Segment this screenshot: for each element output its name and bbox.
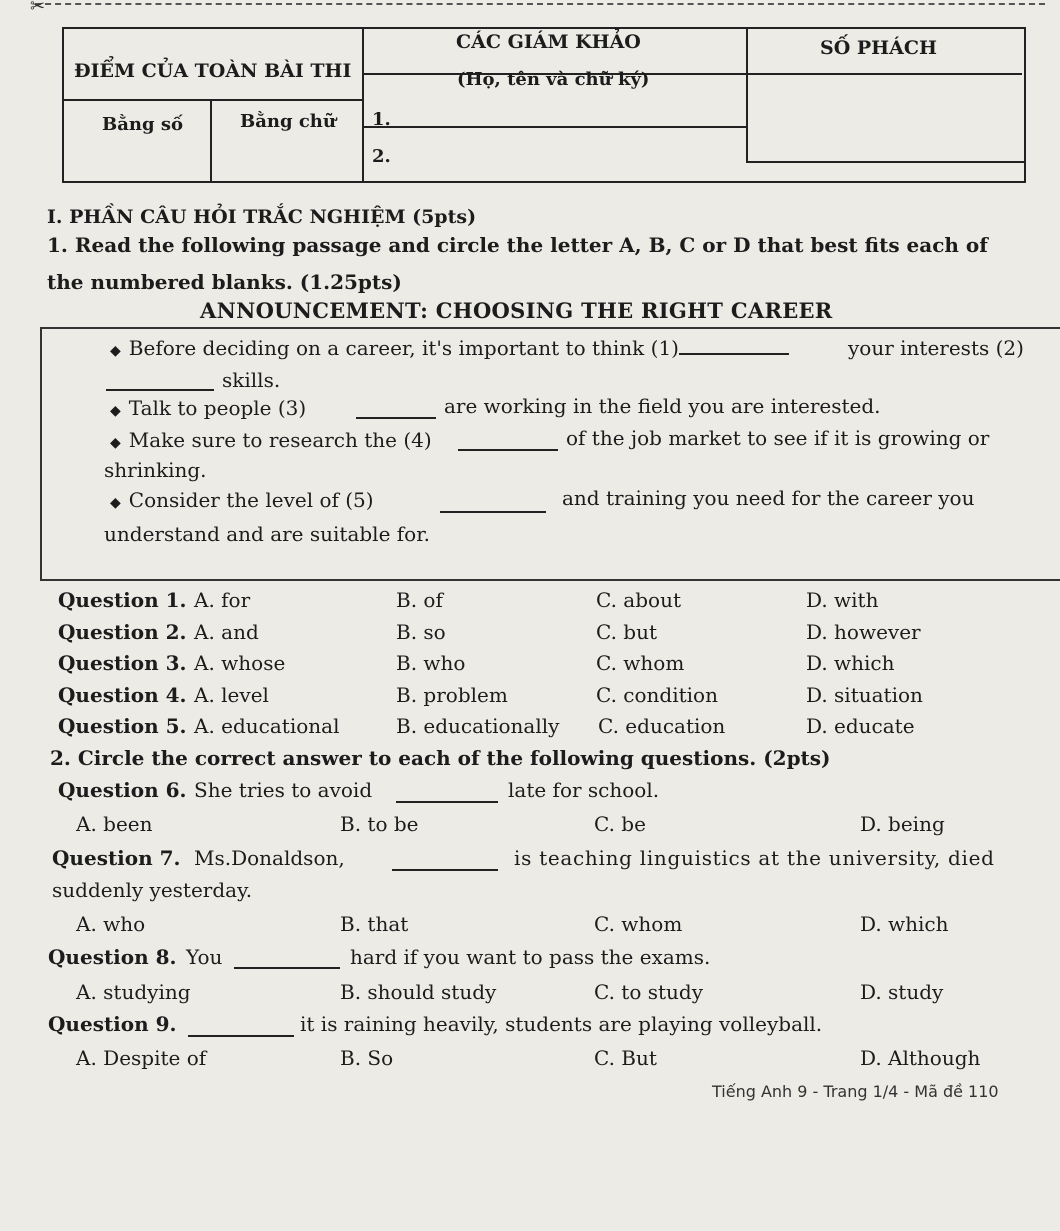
blank-1[interactable] xyxy=(679,352,789,355)
option-d[interactable]: D. situation xyxy=(806,683,923,707)
section-title: I. PHẦN CÂU HỎI TRẮC NGHIỆM (5pts) xyxy=(47,206,477,228)
option-a[interactable]: A. level xyxy=(194,683,269,707)
question-label: Question 6. xyxy=(58,778,187,802)
option-b[interactable]: B. to be xyxy=(340,812,419,836)
q7-stem-start: Ms.Donaldson, xyxy=(194,846,345,870)
q8-stem-end: hard if you want to pass the exams. xyxy=(350,945,711,969)
option-b[interactable]: B. So xyxy=(340,1046,394,1070)
option-c[interactable]: C. education xyxy=(598,714,726,738)
option-b[interactable]: B. who xyxy=(396,651,466,675)
code-label: SỐ PHÁCH xyxy=(820,37,937,59)
blank-5[interactable] xyxy=(440,510,546,513)
option-c[interactable]: C. about xyxy=(596,588,681,612)
option-a[interactable]: A. who xyxy=(76,912,146,936)
table-divider xyxy=(362,29,364,181)
option-c[interactable]: C. whom xyxy=(594,912,683,936)
blank-7[interactable] xyxy=(392,868,498,871)
option-c[interactable]: C. whom xyxy=(596,651,685,675)
q7-stem-end: is teaching linguistics at the university, died xyxy=(514,846,995,870)
scissors-icon: ✂ xyxy=(30,0,46,17)
option-a[interactable]: A. educational xyxy=(194,714,340,738)
b3-cont: shrinking. xyxy=(104,458,207,482)
part2-title: 2. Circle the correct answer to each of the following questions. (2pts) xyxy=(50,746,831,770)
option-d[interactable]: D. however xyxy=(806,620,921,644)
examiners-sublabel: (Họ, tên và chữ ký) xyxy=(457,69,650,90)
q6-stem-start: She tries to avoid xyxy=(194,778,373,802)
examiner-1-label: 1. xyxy=(372,109,391,130)
blank-9[interactable] xyxy=(188,1034,294,1037)
option-d[interactable]: D. educate xyxy=(806,714,915,738)
option-d[interactable]: D. which xyxy=(860,912,949,936)
examiners-label: CÁC GIÁM KHẢO xyxy=(456,31,641,53)
option-c[interactable]: C. condition xyxy=(596,683,718,707)
option-c[interactable]: C. be xyxy=(594,812,646,836)
option-a[interactable]: A. whose xyxy=(194,651,286,675)
b1-start: Before deciding on a career, it's important to think (1) xyxy=(128,336,679,360)
diamond-bullet-icon: ◆ xyxy=(110,343,121,359)
option-b[interactable]: B. educationally xyxy=(396,714,560,738)
q9-stem-end: it is raining heavily, students are playing volleyball. xyxy=(300,1012,823,1036)
table-divider xyxy=(746,29,748,161)
b2-start: Talk to people (3) xyxy=(128,396,307,420)
part1-instruction-cont: the numbered blanks. (1.25pts) xyxy=(47,270,402,294)
q6-stem-end: late for school. xyxy=(508,778,660,802)
b4-end: and training you need for the career you xyxy=(562,486,975,510)
blank-4[interactable] xyxy=(458,448,558,451)
part1-instruction: 1. Read the following passage and circle the letter A, B, C or D that best fits each of xyxy=(47,233,988,257)
total-score-label: ĐIỂM CỦA TOÀN BÀI THI xyxy=(74,60,352,82)
question-label: Question 3. xyxy=(58,651,187,675)
option-b[interactable]: B. that xyxy=(340,912,409,936)
b1-cont: skills. xyxy=(222,368,281,392)
b4-start: Consider the level of (5) xyxy=(128,488,374,512)
question-label: Question 7. xyxy=(52,846,181,870)
question-label: Question 4. xyxy=(58,683,187,707)
question-label: Question 9. xyxy=(48,1012,177,1036)
question-label: Question 5. xyxy=(58,714,187,738)
cut-line xyxy=(35,3,1045,5)
option-a[interactable]: A. studying xyxy=(76,980,191,1004)
passage-line-1 xyxy=(110,336,789,360)
question-label: Question 2. xyxy=(58,620,187,644)
option-b[interactable]: B. of xyxy=(396,588,443,612)
passage-line-3 xyxy=(110,428,432,452)
examiner-2-label: 2. xyxy=(372,146,391,167)
b3-start: Make sure to research the (4) xyxy=(128,428,432,452)
b4-cont: understand and are suitable for. xyxy=(104,522,430,546)
page-footer: Tiếng Anh 9 - Trang 1/4 - Mã đề 110 xyxy=(712,1082,999,1101)
blank-2[interactable] xyxy=(106,388,214,391)
score-table xyxy=(62,27,1026,183)
option-c[interactable]: C. But xyxy=(594,1046,657,1070)
passage-line-4 xyxy=(110,488,374,512)
blank-6[interactable] xyxy=(396,800,498,803)
table-divider xyxy=(362,126,746,128)
option-a[interactable]: A. been xyxy=(76,812,153,836)
option-c[interactable]: C. to study xyxy=(594,980,704,1004)
table-divider xyxy=(746,161,1024,163)
option-d[interactable]: D. Although xyxy=(860,1046,981,1070)
option-d[interactable]: D. being xyxy=(860,812,945,836)
option-c[interactable]: C. but xyxy=(596,620,658,644)
q7-stem-cont: suddenly yesterday. xyxy=(52,878,253,902)
table-divider xyxy=(64,99,362,101)
passage-title: ANNOUNCEMENT: CHOOSING THE RIGHT CAREER xyxy=(200,298,833,323)
blank-8[interactable] xyxy=(234,966,340,969)
blank-3[interactable] xyxy=(356,416,436,419)
option-b[interactable]: B. so xyxy=(396,620,446,644)
diamond-bullet-icon: ◆ xyxy=(110,403,121,419)
option-d[interactable]: D. which xyxy=(806,651,895,675)
option-a[interactable]: A. Despite of xyxy=(76,1046,207,1070)
table-divider xyxy=(210,99,212,181)
question-label: Question 8. xyxy=(48,945,177,969)
diamond-bullet-icon: ◆ xyxy=(110,435,121,451)
option-d[interactable]: D. study xyxy=(860,980,944,1004)
b3-end: of the job market to see if it is growing or xyxy=(566,426,990,450)
option-b[interactable]: B. should study xyxy=(340,980,497,1004)
b1-end: your interests (2) xyxy=(848,336,1024,360)
option-d[interactable]: D. with xyxy=(806,588,879,612)
b2-end: are working in the field you are interested. xyxy=(444,394,881,418)
in-numbers-label: Bằng số xyxy=(102,114,183,135)
diamond-bullet-icon: ◆ xyxy=(110,495,121,511)
passage-line-2 xyxy=(110,396,306,420)
question-label: Question 1. xyxy=(58,588,187,612)
in-words-label: Bằng chữ xyxy=(240,111,336,132)
q8-stem-start: You xyxy=(186,945,223,969)
option-a[interactable]: A. and xyxy=(194,620,259,644)
option-a[interactable]: A. for xyxy=(194,588,251,612)
option-b[interactable]: B. problem xyxy=(396,683,508,707)
